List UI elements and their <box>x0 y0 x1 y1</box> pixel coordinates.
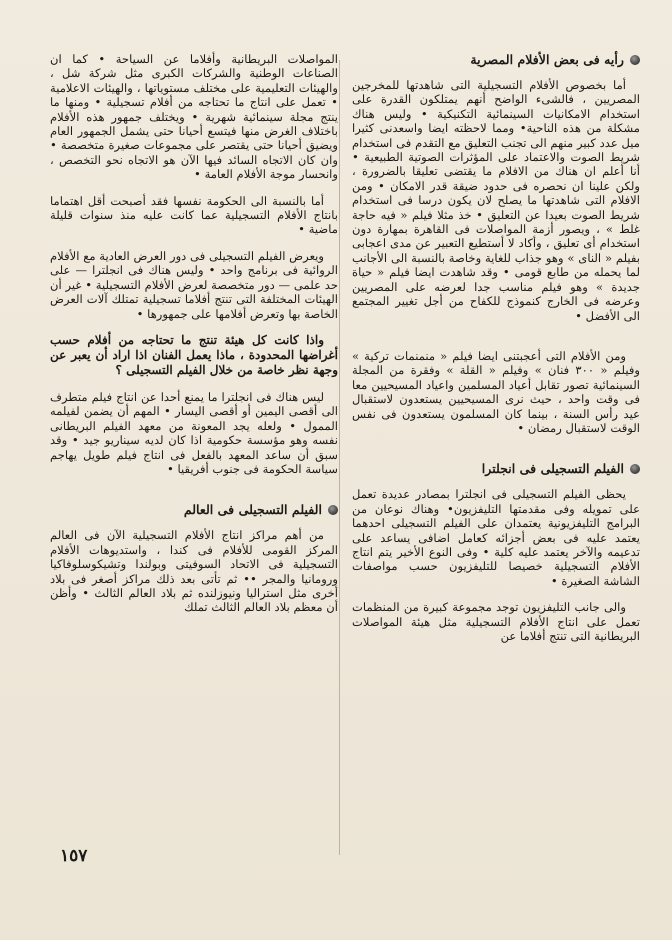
heading-text: الفيلم التسجيلى فى العالم <box>183 502 322 518</box>
paragraph: ومن الأفلام التى أعجبتنى ايضا فيلم « منمنمات تركية » وفيلم « ٣٠٠ فنان » وفيلم « القلة » وفقرة من المجلة السينمائية تصور تقابل أعياد المسلمين واعياد المسيحيين معا فى وقت واحد ، حيث نرى المسيحيين يستعدون لاستقبال عيد رأس السنة ، بينما كان المسلمون يستعدون فى نفس الوقت لاستقبال رمضان • <box>352 348 640 435</box>
bullet-icon <box>328 505 338 515</box>
spacer <box>352 335 640 349</box>
interview-question: واذا كانت كل هيئة تنتج ما تحتاجه من أفلام حسب أغراضها المحدودة ، ماذا يعمل الفنان اذا اراد أن يعبر عن وجهة نظر خاصة من خلال الفيلم التسجيلى ؟ <box>50 332 338 377</box>
paragraph: والى جانب التليفزيون توجد مجموعة كبيرة من المنظمات تعمل على انتاج الأفلام التسجيلية مثل هيئة المواصلات البريطانية التى تنتج أفلاما عن <box>352 600 640 643</box>
paragraph: المواصلات البريطانية وأفلاما عن السياحة • كما ان الصناعات الوطنية والشركات الكبرى مثل شركة شل ، والهيئات التعليمية على مختلف مستوياتها ، والهيئات الاعلامية • تعمل على انتاج ما تحتاجه من أفلام تسجيلية • ومنها ما ينتج مجلة سينمائية شهرية • ويختلف جمهور هذه الأفلام باختلاف الغرض منها فيتسع أحيانا حتى يشمل الجمهور العام ويضيق أحيانا حتى يقتصر على مجموعات صغيرة متخصصة • وان كان الاتجاه السائد فيها الآن هو الاتجاه نحو التخصص ، وانحسار موجة الأفلام العامة • <box>50 52 338 182</box>
right-column <box>352 52 640 655</box>
page-number: ١٥٧ <box>60 846 88 866</box>
heading-text: رأيه فى بعض الأفلام المصرية <box>470 52 624 67</box>
paragraph: أما بخصوص الأفلام التسجيلية التى شاهدتها للمخرجين المصريين ، فالشىء الواضح أنهم يمتلكون القدرة على استخدام الامكانيات السينمائية التكنيكية • وليس هناك مشكلة من هذه الناحية• ومما لاحظته ايضا واسعدنى كثيرا ميل عدد كبير منهم الى تجنب التعليق مع التقدم فى استخدام شريط الصوت والاعتماد على المؤثرات الصوتية الطبيعية • أنا أعلم ان هناك من الافلام ما يقتضى تعليقا بالضرورة ، ولكن علينا ان نحصره فى حدود ضيقة قدر الامكان • ومن الافلام التى شاهدتها ما يصلح لان يكون درسا فى استخدام شريط الصوت بعيدا عن التعليق • خذ مثلا فيلم « فيه حاجة غلط » ، ويصور أزمة المواصلات فى القاهرة بمهارة دون استخدام أى تعليق ، وأكاد لا أستطيع التعبير عن مدى اعجابى بفيلم « الناى » وهو جذاب للغاية وخاصة بالنسبة الى الأجانب لما يحمله من طابع قومى • وقد شاهدت ايضا فيلم « حياة جديدة » وهو فيلم مناسب جدا لعرضه على المصريين وعرضه فى الخارج كنموذج للكفاح من أجل تغيير المجتمع الى الأفضل • <box>352 78 640 323</box>
spacer <box>352 447 640 461</box>
paragraph: أما بالنسبة الى الحكومة نفسها فقد أصبحت أقل اهتماما بانتاج الأفلام التسجيلية عما كانت عليه منذ سنوات قليلة ماضية • <box>50 193 338 237</box>
paragraph: ويعرض الفيلم التسجيلى فى دور العرض العادية مع الأفلام الروائية فى برنامج واحد • وليس هناك فى انجلترا — على حد علمى — دور متخصصة لعرض الأفلام التسجيلية • غير أن الهيئات المختلفة التى تنتج أفلاما تسجيلية تمتلك آلات العرض الخاصة بها وتعرض أفلامها على جمهورها • <box>50 248 338 321</box>
left-column <box>50 52 338 627</box>
spacer <box>50 488 338 502</box>
interview-answer: ليس هناك فى انجلترا ما يمنع أحدا عن انتاج فيلم متطرف الى أقصى اليمين أو أقصى اليسار • المهم أن يضمن لفيلمه الممول • ولعله يجد المعونة من معهد الفيلم البريطانى نفسه وهو مؤسسة حكومية اذا كان لديه سيناريو جيد • وقد سبق أن ساعد المعهد بالفعل فى انتاج فيلم طويل يهاجم سياسة الحكومة فى جنوب أفريقيا • <box>50 389 338 476</box>
section-heading-egyptian-films <box>352 52 640 68</box>
bullet-icon <box>630 55 640 65</box>
section-heading-documentary-england <box>352 461 640 477</box>
heading-text: الفيلم التسجيلى فى انجلترا <box>481 461 624 477</box>
paragraph: يحظى الفيلم التسجيلى فى انجلترا بمصادر عديدة تعمل على تمويله وفى مقدمتها التليفزيون• وهناك نوعان من البرامج التليفزيونية يعتمدان على الفيلم التسجيلى احدهما يعتمد عليه فى بعض أجزائه كعامل اضافى يساعد على تدعيمه والآخر يعتمد عليه كلية • وفى النوع الأخير يتم انتاج الأفلام التسجيلية خصيصا للتليفزيون حسب مواصفات الشاشة الصغيرة • <box>352 487 640 588</box>
bullet-icon <box>630 464 640 474</box>
column-divider <box>339 60 340 855</box>
paragraph: من أهم مراكز انتاج الأفلام التسجيلية الآن فى العالم المركز القومى للأفلام فى كندا ، واستديوهات الأفلام التسجيلية فى الاتحاد السوفيتى وبولندا وتشيكوسلوفاكيا ورومانيا والمجر •• ثم تأتى بعد ذلك مراكز أصغر فى بلاد أخرى مثل استراليا ونيوزلنده ثم بلاد العالم الثالث • وأظن أن معظم بلاد العالم الثالث تملك <box>50 528 338 615</box>
section-heading-documentary-world <box>50 502 338 518</box>
